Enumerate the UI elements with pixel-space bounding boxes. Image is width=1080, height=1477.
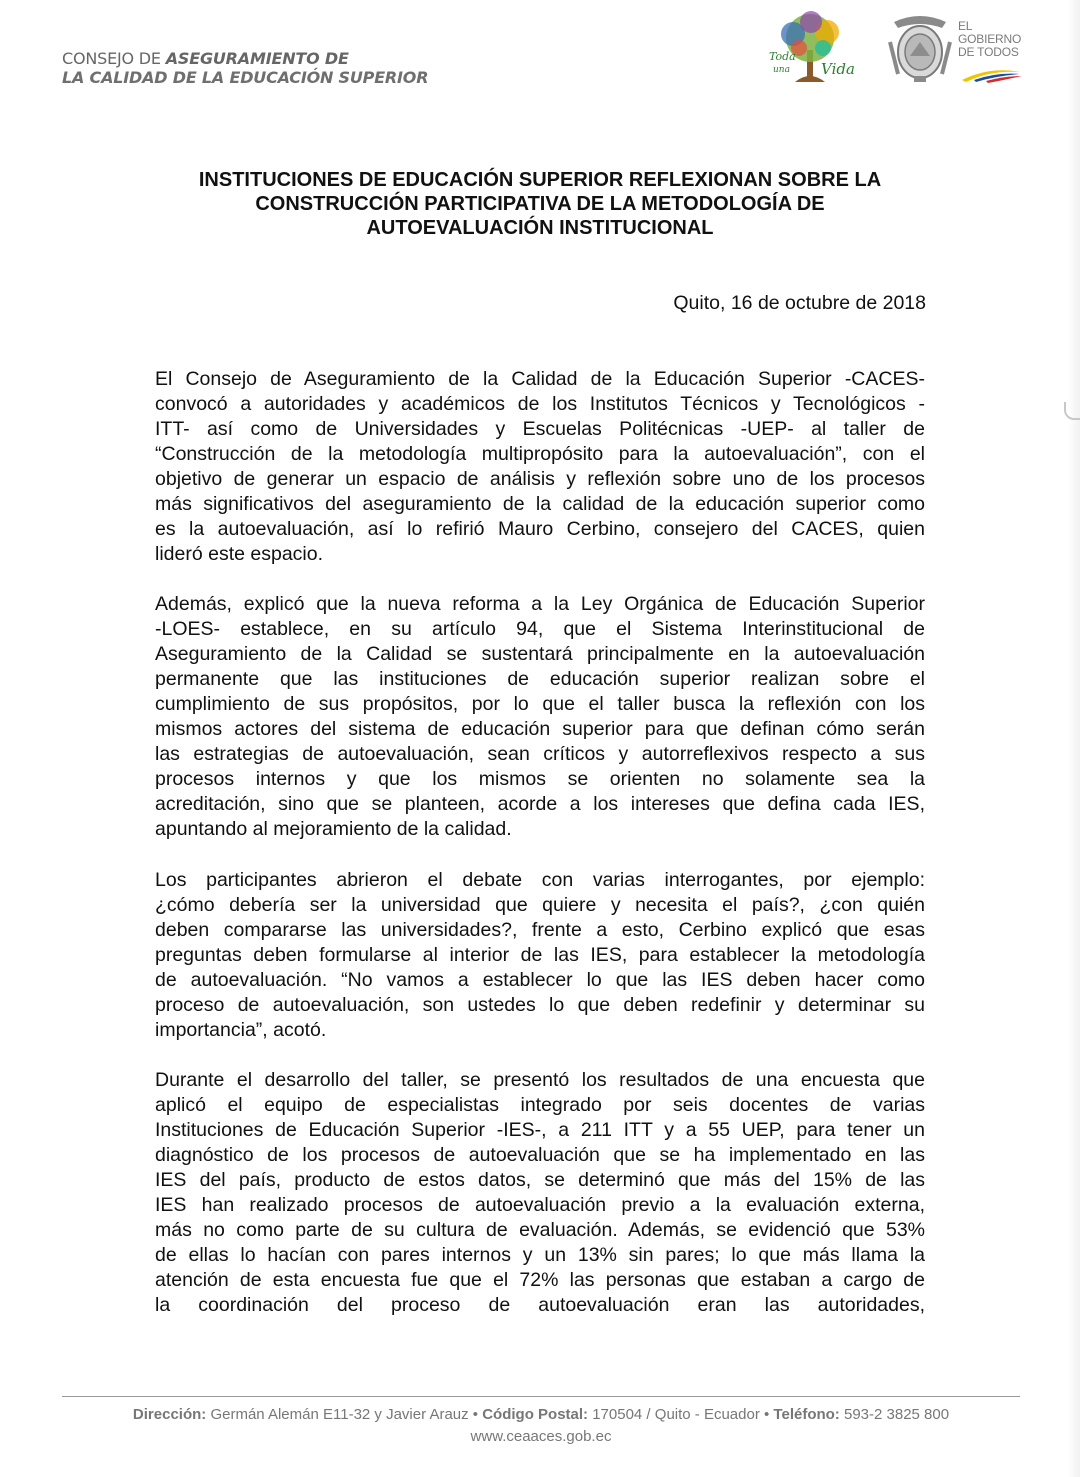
org-name: [62, 49, 428, 87]
paragraph-2: [155, 592, 925, 842]
paragraph-line: diagnóstico de los procesos de autoevaluación que se ha implementado en las: [155, 1144, 925, 1166]
svg-text:Vida: Vida: [821, 60, 855, 78]
paragraph-line: El Consejo de Aseguramiento de la Calidad de la Educación Superior -CACES-: [155, 368, 925, 390]
title-line-3: AUTOEVALUACIÓN INSTITUCIONAL: [366, 217, 714, 239]
paragraph-line: “Construcción de la metodología multipropósito para la autoevaluación”, con el: [155, 443, 925, 465]
svg-text:una: una: [773, 65, 790, 75]
footer-website-link[interactable]: www.ceaaces.gob.ec: [470, 1428, 612, 1445]
footer-phone: 593-2 3825 800: [839, 1406, 950, 1423]
org-name-line1: CONSEJO DE ASEGURAMIENTO DE: [62, 49, 349, 68]
footer-divider: [62, 1396, 1020, 1397]
paragraph-line: proceso de autoevaluación, son ustedes lo que deben redefinir y determinar su: [155, 994, 925, 1016]
page-edge-shadow: [1068, 0, 1080, 1477]
title-line-2: CONSTRUCCIÓN PARTICIPATIVA DE LA METODOLOGÍA DE: [255, 193, 825, 215]
paragraph-line: Instituciones de Educación Superior -IES-, a 211 ITT y a 55 UEP, para tener un: [155, 1119, 925, 1141]
paragraph-line: Los participantes abrieron el debate con varias interrogantes, por ejemplo:: [155, 869, 925, 891]
paragraph-line: IES han realizado procesos de autoevaluación previo a la evaluación externa,: [155, 1194, 925, 1216]
paragraph-line: más significativos del aseguramiento de la calidad de la educación superior como: [155, 493, 925, 515]
paragraph-3: [155, 868, 925, 1043]
paragraph-line: IES del país, producto de estos datos, se determinó que más del 15% de las: [155, 1169, 925, 1191]
paragraph-4: [155, 1068, 925, 1318]
paragraph-line: mismos actores del sistema de educación superior para que definan cómo serán: [155, 718, 925, 740]
paragraph-line: de ellas lo hacían con pares internos y un 13% sin pares; lo que más llama la: [155, 1244, 925, 1266]
page-title: [130, 168, 950, 240]
paragraph-line: procesos internos y que los mismos se orienten no solamente sea la: [155, 768, 925, 790]
paragraph-line: aplicó el equipo de especialistas integrado por seis docentes de varias: [155, 1094, 925, 1116]
paragraph-line: -LOES- establece, en su artículo 94, que el Sistema Interinstitucional de: [155, 618, 925, 640]
org-name-line2: LA CALIDAD DE LA EDUCACIÓN SUPERIOR: [62, 68, 429, 87]
paragraph-line: ITT- así como de Universidades y Escuelas Politécnicas -UEP- al taller de: [155, 418, 925, 440]
gobierno-swoosh-icon: [960, 64, 1024, 84]
footer-address: Germán Alemán E11-32 y Javier Arauz: [206, 1406, 473, 1423]
title-line-1: INSTITUCIONES DE EDUCACIÓN SUPERIOR REFLEXIONAN SOBRE LA: [198, 169, 882, 191]
paragraph-line: objetivo de generar un espacio de análisis y reflexión sobre uno de los procesos: [155, 468, 925, 490]
paragraph-line: más no como parte de su cultura de evaluación. Además, se evidenció que 53%: [155, 1219, 925, 1241]
paragraph-line: lideró este espacio.: [155, 543, 324, 565]
toda-una-vida-logo: [765, 8, 855, 88]
paragraph-line: es la autoevaluación, así lo refirió Mauro Cerbino, consejero del CACES, quien: [155, 518, 925, 540]
paragraph-line: Aseguramiento de la Calidad se sustentará principalmente en la autoevaluación: [155, 643, 925, 665]
paragraph-line: permanente que las instituciones de educación superior realizan sobre el: [155, 668, 925, 690]
paragraph-line: importancia”, acotó.: [155, 1019, 327, 1041]
paragraph-line: apuntando al mejoramiento de la calidad.: [155, 818, 512, 840]
paragraph-line: ¿cómo debería ser la universidad que quiere y necesita el país?, ¿con quién: [155, 894, 925, 916]
footer-postal-label: Código Postal:: [482, 1406, 589, 1423]
paragraph-line: Durante el desarrollo del taller, se presentó los resultados de una encuesta que: [155, 1069, 925, 1091]
ecuador-coat-of-arms-icon: [884, 12, 956, 86]
footer-address-label: Dirección:: [132, 1406, 207, 1423]
paragraph-line: acreditación, sino que se planteen, acorde a los intereses que defina cada IES,: [155, 793, 925, 815]
svg-text:Toda: Toda: [769, 50, 796, 63]
paragraph-line: Además, explicó que la nueva reforma a la Ley Orgánica de Educación Superior: [155, 593, 925, 615]
footer-postal: 170504 / Quito - Ecuador: [588, 1406, 764, 1423]
page-curl-mark: [1064, 402, 1080, 420]
paragraph-line: deben compararse las universidades?, frente a esto, Cerbino explicó que esas: [155, 919, 925, 941]
paragraph-line: preguntas deben formularse al interior de las IES, para establecer la metodología: [155, 944, 925, 966]
paragraph-line: cumplimiento de sus propósitos, por lo que el taller busca la reflexión con los: [155, 693, 925, 715]
paragraph-1: [155, 367, 925, 567]
paragraph-line: la coordinación del proceso de autoevaluación eran las autoridades,: [155, 1294, 925, 1316]
paragraph-line: las estrategias de autoevaluación, sean críticos y autorreflexivos respecto a sus: [155, 743, 925, 765]
gobierno-de-todos-wordmark: EL GOBIERNO DE TODOS: [958, 19, 1022, 59]
dateline: Quito, 16 de octubre de 2018: [673, 292, 926, 314]
paragraph-line: atención de esta encuesta fue que el 72% las personas que estaban a cargo de: [155, 1269, 925, 1291]
paragraph-line: de autoevaluación. “No vamos a establecer lo que las IES deben hacer como: [155, 969, 925, 991]
footer-contact: Dirección: Germán Alemán E11-32 y Javier Arauz • Código Postal: 170504 / Quito - Ecuador • Teléfono: 593-2 3825 800: [132, 1406, 950, 1423]
paragraph-line: convocó a autoridades y académicos de los Institutos Técnicos y Tecnológicos -: [155, 393, 925, 415]
footer-phone-label: Teléfono:: [773, 1406, 840, 1423]
